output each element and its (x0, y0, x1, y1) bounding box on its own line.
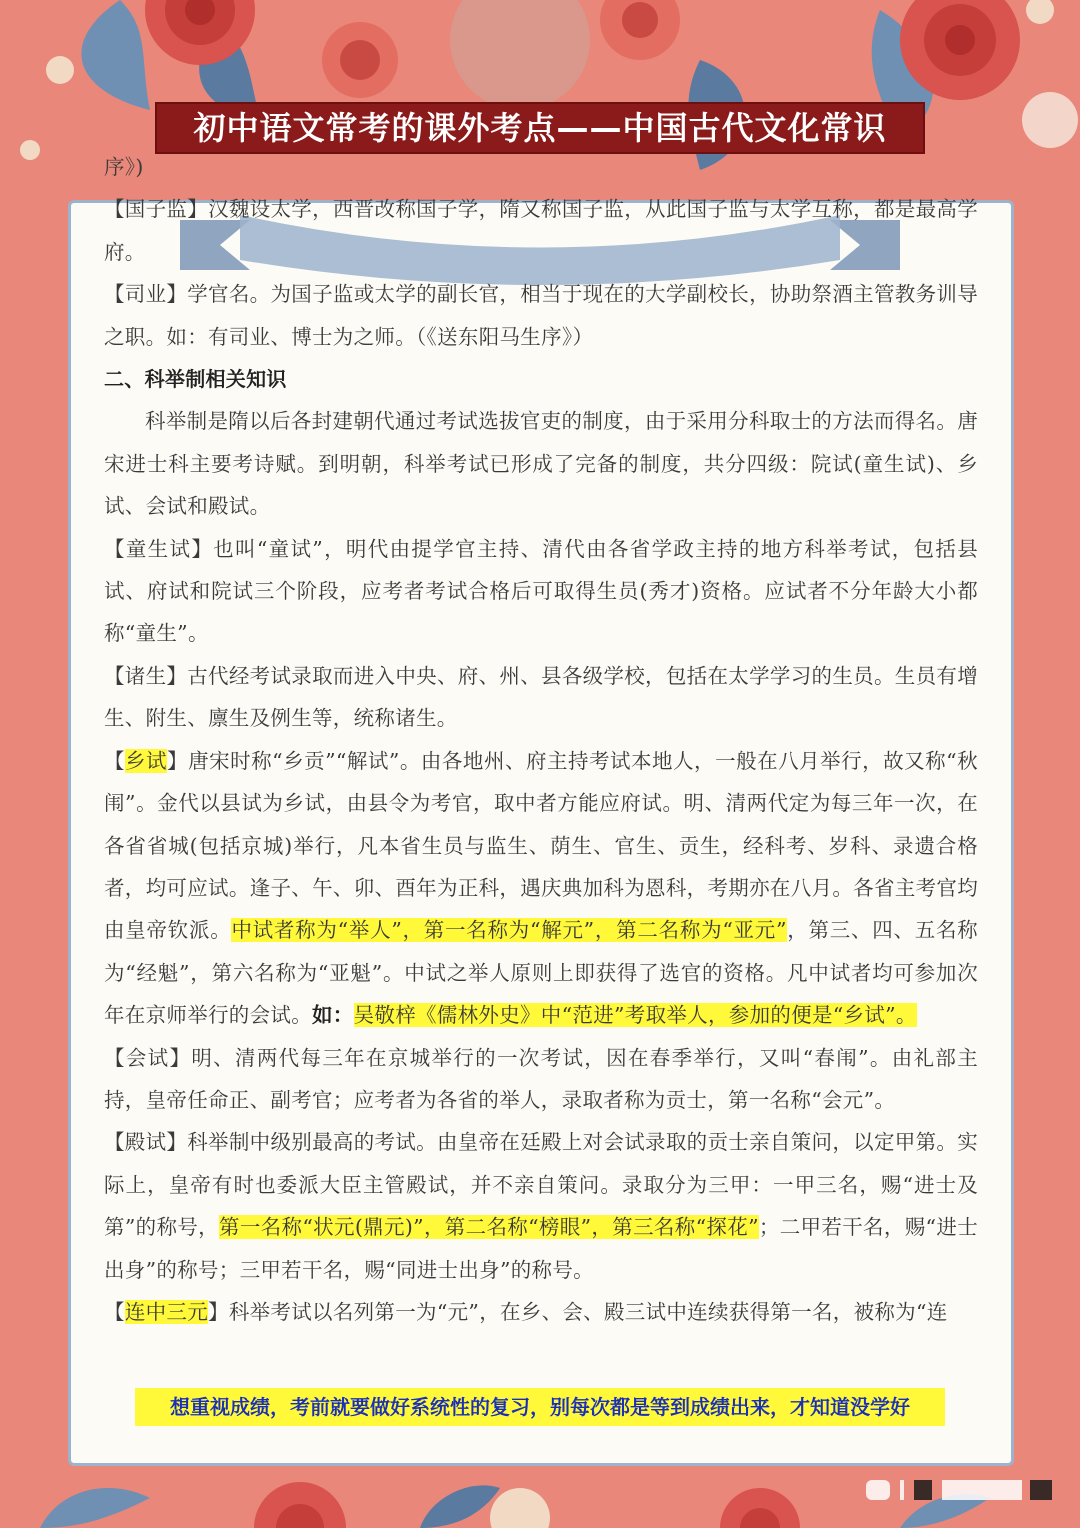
term-label: 【诸生】 (104, 663, 188, 688)
entry-tongshengshi (104, 528, 978, 655)
entry-siye (104, 273, 978, 358)
highlight-text: 第一名称“状元(鼎元)”，第二名称“榜眼”，第三名称“探花” (219, 1215, 759, 1240)
entry-huishi (104, 1037, 978, 1122)
highlight-text: 吴敬梓《儒林外史》中“范进”考取举人，参加的便是“乡试”。 (353, 1003, 917, 1028)
entry-dianshi (104, 1121, 978, 1291)
article-body (104, 146, 978, 1333)
entry-text: 明、清两代每三年在京城举行的一次考试，因在春季举行，又叫“春闱”。由礼部主持，皇帝任命正、副考官；应考者为各省的举人，录取者称为贡士，第一名称“会元”。 (104, 1045, 978, 1112)
page-title: 初中语文常考的课外考点——中国古代文化常识 (157, 104, 923, 152)
highlight-text: 中试者称为“举人”，第一名称为“解元”，第二名称为“亚元” (231, 918, 787, 943)
term-label: 【国子监】 (104, 197, 209, 222)
flower-icon (254, 1482, 800, 1528)
entry-text: ；二甲若干名，赐“进士出身”的称号；三甲若干名，赐“同进士出身”的称号。 (104, 1215, 979, 1282)
bracket-open: 【 (104, 748, 126, 773)
bracket-close: 】 (208, 1299, 229, 1324)
term-label: 【司业】 (104, 282, 188, 307)
entry-guozijian (104, 188, 978, 273)
footer-note: 想重视成绩，考前就要做好系统性的复习，别每次都是等到成绩出来，才知道没学好 (135, 1388, 945, 1426)
entry-text: 唐宋时称“乡贡”“解试”。由各地州、府主持考试本地人，一般在八月举行，故又称“秋闱”。金代以县试为乡试，由县令为考官，取中者方能应府试。明、清两代定为每三年一次，在各省省城(包括京城)举行，凡本省生员与监生、荫生、官生、贡生，经科考、岁科、录遗合格者，均可应试。逢子、午、卯、酉年为正科，遇庆典加科为恩科，考期亦在八月。各省主考官均由皇帝钦派。 (104, 748, 978, 943)
bracket-close: 】 (167, 748, 189, 773)
entry-zhusheng (104, 655, 978, 740)
term-label-highlighted: 乡试 (125, 748, 168, 773)
section-intro: 科举制是隋以后各封建朝代通过考试选拔官吏的制度，由于采用分科取士的方法而得名。唐宋进士科主要考诗赋。到明朝，科举考试已形成了完备的制度，共分四级：院试(童生试)、乡试、会试和殿试。 (104, 409, 978, 519)
entry-xiangshi (104, 740, 978, 1037)
entry-text: 科举考试以名列第一为“元”，在乡、会、殿三试中连续获得第一名，被称为“连 (228, 1299, 948, 1324)
section-heading: 二、科举制相关知识 (104, 367, 287, 392)
example-label: 如： (312, 1003, 354, 1028)
intro-fragment: 序》) (104, 155, 144, 179)
entry-text: 学官名。为国子监或太学的副长官，相当于现在的大学副校长，协助祭酒主管教务训导之职。如：有司业、博士为之师。（《送东阳马生序》） (104, 282, 978, 349)
term-label: 【殿试】 (104, 1130, 188, 1155)
term-label: 【会试】 (104, 1045, 192, 1070)
entry-text: 古代经考试录取而进入中央、府、州、县各级学校，包括在太学学习的生员。生员有增生、附生、廪生及例生等，统称诸生。 (104, 663, 978, 731)
bracket-open: 【 (104, 1299, 125, 1324)
term-label-highlighted: 连中三元 (124, 1299, 209, 1324)
entry-text: 也叫“童试”，明代由提学官主持、清代由各省学政主持的地方科举考试，包括县试、府试和院试三个阶段，应考者考试合格后可取得生员(秀才)资格。应试者不分年龄大小都称“童生”。 (104, 536, 978, 646)
entry-lianzhongsanyuan (104, 1291, 978, 1333)
term-label: 【童生试】 (104, 536, 214, 561)
entry-text: ，第三、四、五名称为“经魁”，第六名称为“亚魁”。中试之举人原则上即获得了选官的资格。凡中试者均可参加次年在京师举行的会试。 (104, 918, 978, 1028)
entry-text: 科举制中级别最高的考试。由皇帝在廷殿上对会试录取的贡士亲自策问，以定甲第。实际上，皇帝有时也委派大臣主管殿试，并不亲自策问。录取分为三甲：一甲三名，赐“进士及第”的称号， (104, 1130, 978, 1240)
entry-text: 汉魏设太学，西晋改称国子学，隋又称国子监，从此国子监与太学互称，都是最高学府。 (104, 197, 979, 264)
watermark-logo (866, 1476, 1056, 1504)
